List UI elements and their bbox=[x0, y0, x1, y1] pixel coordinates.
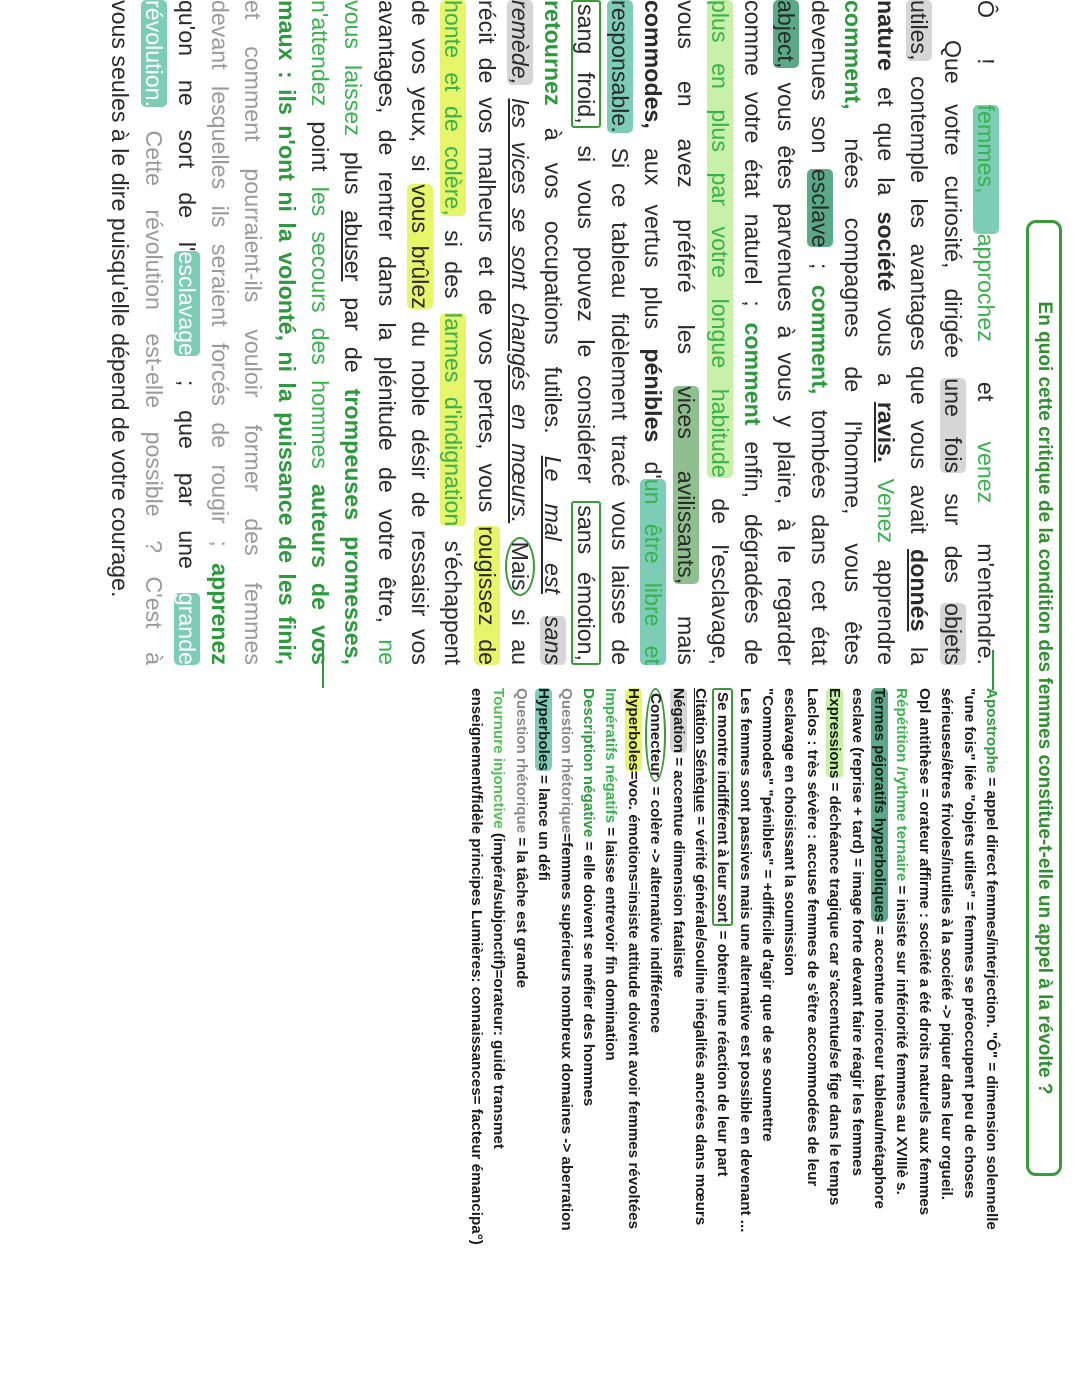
note-line: esclavage en choisissant la soumission bbox=[781, 688, 799, 976]
text-passage bbox=[103, 0, 1002, 665]
passage-line: maux : ils n'ont ni la volonté, ni la puissance de les finir, bbox=[273, 0, 300, 665]
passage-line: révolution. Cette révolution est-elle possible ? C'est à bbox=[140, 0, 167, 665]
passage-line: abject, vous êtes parvenues à vous y plaire, à le regarder bbox=[773, 0, 800, 665]
passage-line: remède, les vices se sont changés en mœurs. Mais si au bbox=[506, 0, 533, 665]
question-title bbox=[1026, 220, 1062, 1176]
passage-line: n'attendez point les secours des hommes auteurs de vos bbox=[307, 0, 334, 665]
passage-line: responsable. Si ce tableau fidèlement tracé vous laisse de bbox=[606, 0, 633, 665]
passage-line: récit de vos malheurs et de vos pertes, vous rougissez de bbox=[473, 0, 500, 665]
note-line: "Commodes" "pénibles" = +difficile d'agir que de se soumettre bbox=[759, 688, 777, 1142]
note-line: "une fois" liée "objets utiles" = femmes se préoccupent peu de choses bbox=[960, 688, 978, 1199]
passage-line: utiles, contemple les avantages que vous avait donnés la bbox=[906, 0, 933, 665]
passage-line: et comment pourraient-ils vouloir former des femmes bbox=[240, 0, 267, 665]
analysis-notes bbox=[465, 688, 1002, 1388]
note-line: Hyperboles=voc. émotions=insiste attitude doivent avoir femmes révoltées bbox=[624, 688, 642, 1230]
note-line: Connecteur = colère -> alternative indifférence bbox=[644, 688, 666, 1388]
note-line: Se montre indifférent à leur sort = obtenir une réaction de leur part bbox=[711, 688, 733, 1388]
passage-line: Que votre curiosité, dirigée une fois sur des objets bbox=[939, 40, 966, 665]
passage-line: commodes, aux vertus plus pénibles d'un être libre et bbox=[640, 0, 667, 665]
passage-line: plus en plus par votre longue habitude de l'esclavage, bbox=[706, 0, 733, 666]
note-line: Hyperboles = lance un défi bbox=[535, 688, 553, 881]
passage-line: Ô ! femmes, approchez et venez m'entendre. bbox=[973, 0, 999, 666]
note-line: Impératifs négatifs = laisse entrevoir fin domination bbox=[602, 688, 620, 1061]
note-line: Expressions = déchéance tragique car s'accentue/se fige dans le temps bbox=[826, 688, 844, 1206]
passage-line: vous en avez préféré les vices avilissants, mais bbox=[673, 0, 700, 665]
note-line: Négation = accentue dimension fataliste bbox=[669, 688, 687, 978]
passage-line: sang froid, si vous pouvez le considérer sans émotion, bbox=[569, 0, 602, 665]
passage-line: retournez à vos occupations futiles. Le mal est sans bbox=[540, 0, 567, 665]
passage-line: vous laissez plus abuser par de trompeuses promesses, bbox=[340, 0, 367, 665]
note-line: Apostrophe = appel direct femmes/interjection. "Ô" = dimension solennelle bbox=[983, 688, 1000, 1230]
note-line: Question rhétorique=femmes supérieurs nombreux domaines -> aberration bbox=[557, 688, 575, 1231]
passage-line: devenues son esclave ; comment, tombées dans cet état bbox=[806, 0, 833, 666]
note-line: Tournure injonctive (impéra/subjonctif)=orateur: guide transmet bbox=[490, 688, 508, 1149]
note-line: Laclos : très sévère : accuse femmes de s'être accommodées de leur bbox=[803, 688, 821, 1187]
passage-line: comment, nées compagnes de l'homme, vous êtes bbox=[839, 0, 866, 665]
passage-line: vous seules à le dire puisqu'elle dépend de votre courage. bbox=[107, 0, 134, 598]
note-line: Citation Sénèque = vérité générale/souline inégalités ancrées dans mœurs bbox=[691, 688, 709, 1226]
passage-line: qu'on ne sort de l'esclavage ; que par une grande bbox=[173, 0, 200, 665]
note-line: Les femmes sont passives mais une alternative est possible en devenant ... bbox=[736, 688, 754, 1233]
passage-line: comme votre état naturel ; comment enfin, dégradées de bbox=[739, 0, 766, 665]
note-line: sérieuses/êtres frivoles/inutiles à la société -> piquer dans leur orgueil. bbox=[938, 688, 956, 1200]
note-line: Question rhétorique = la tâche est grande bbox=[512, 688, 530, 989]
note-line: Termes péjoratifs hyperboliques = accentue noirceur tableau/métaphore bbox=[871, 688, 889, 1209]
note-line: Répétition /rythme ternaire = insiste sur infériorité femmes au XVIIIè s. bbox=[893, 688, 911, 1195]
passage-line: de vos yeux, si vous brûlez du noble désir de ressaisir vos bbox=[406, 0, 433, 666]
question-title-text: En quoi cette critique de la condition des femmes constitue-t-elle un appel à la révolte ? bbox=[1034, 301, 1055, 1095]
passage-line: nature et que la société vous a ravis. Venez apprendre bbox=[873, 0, 900, 665]
note-line: esclave (reprise + tard) = image forte devant faire réagir les femmes bbox=[848, 688, 866, 1176]
note-line: enseignement/fidèle principes Lumières: connaissances= facteur émancipa°) bbox=[468, 688, 486, 1245]
note-line: Opl antithèse = orateur affirme : société a été droits naturels aux femmes bbox=[915, 688, 933, 1216]
passage-line: avantages, de rentrer dans la plénitude de votre être, ne bbox=[373, 0, 400, 665]
passage-line: devant lesquelles ils seraient forcés de rougir ; apprenez bbox=[207, 0, 234, 665]
passage-line: honte et de colère, si des larmes d'indignation s'échappent bbox=[440, 0, 467, 665]
note-line: Description négative = elle doivent se méfier des hommes bbox=[579, 688, 597, 1107]
